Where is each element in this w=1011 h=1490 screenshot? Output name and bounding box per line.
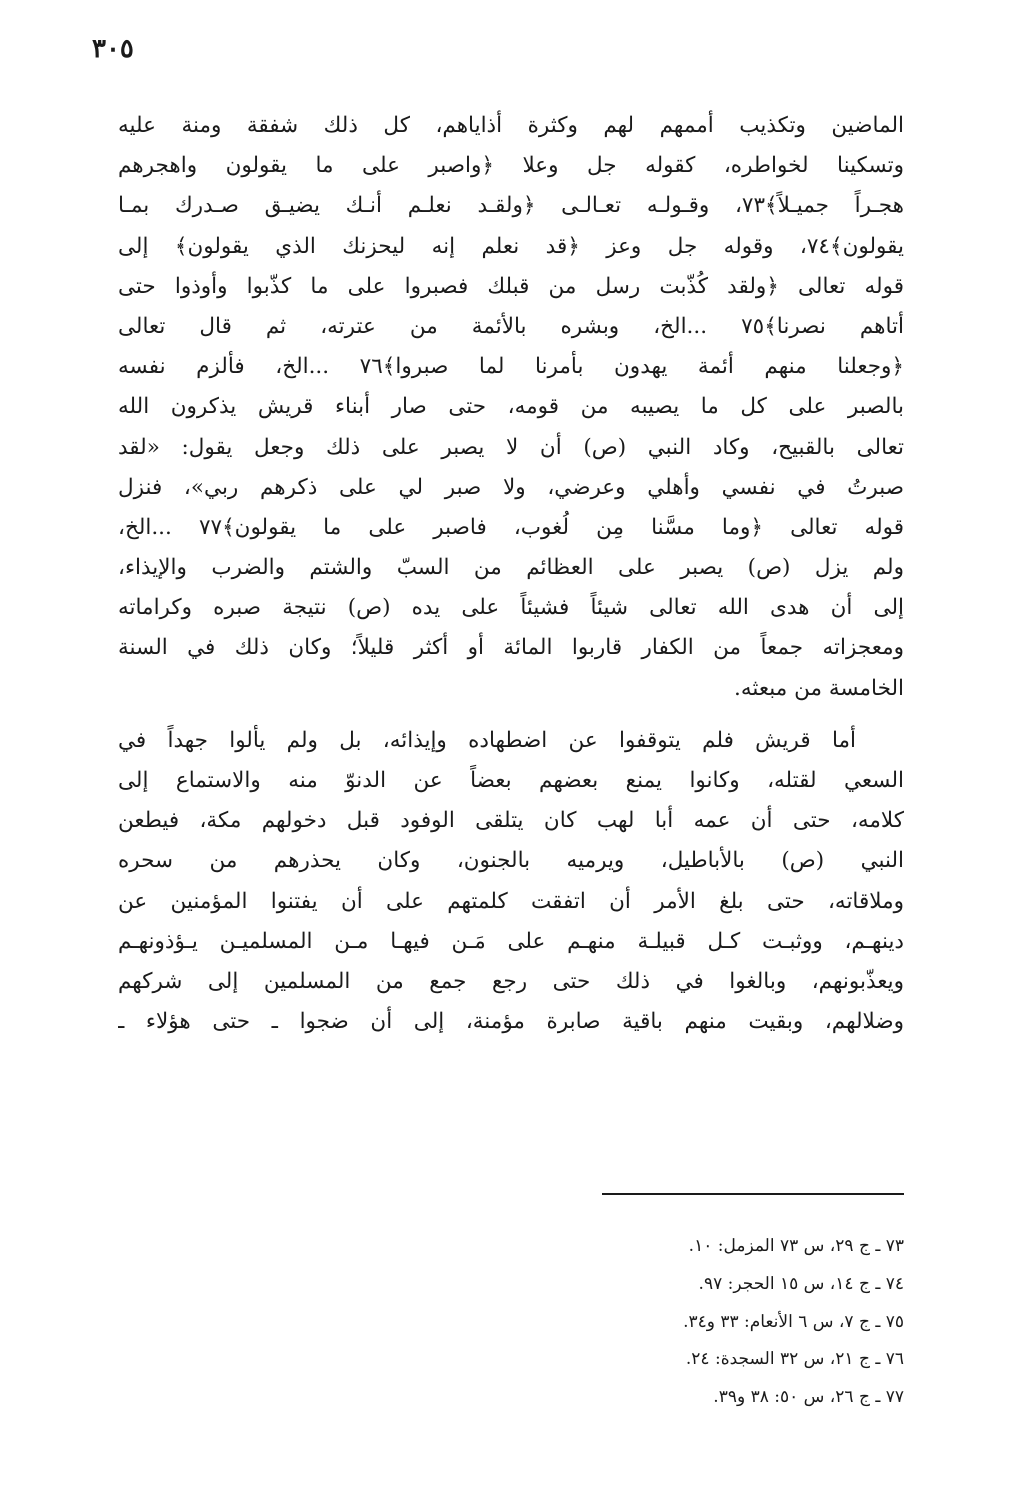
text-line: تعالى بالقبيح، وكاد النبي (ص) أن لا يصبر على ذلك وجعل يقول: «لقد	[118, 434, 904, 460]
text-line: الخامسة من مبعثه.	[734, 675, 904, 701]
text-line: النبي (ص) بالأباطيل، ويرميه بالجنون، وكان يحذرهم من سحره	[118, 848, 904, 874]
text-line: قوله تعالى ﴿وما مسَّنا مِن لُغوب، فاصبر على ما يقولون﴾٧٧ ...الخ،	[118, 514, 904, 540]
text-line: وضلالهم، وبقيت منهم باقية صابرة مؤمنة، إلى أن ضجوا ـ حتى هؤلاء ـ	[118, 1009, 904, 1035]
text-line: ولم يزل (ص) يصبر على العظائم من السبّ والشتم والضرب والإيذاء،	[118, 555, 904, 581]
text-line: صبرتُ في نفسي وأهلي وعرضي، ولا صبر لي على ذكرهم ربي»، فنزل	[118, 474, 904, 500]
text-line: وتسكينا لخواطره، كقوله جل وعلا ﴿واصبر على ما يقولون واهجرهم	[118, 153, 904, 179]
text-line: كلامه، حتى أن عمه أبا لهب كان يتلقى الوفود قبل دخولهم مكة، فيطعن	[118, 808, 904, 834]
text-line: الماضين وتكذيب أممهم لهم وكثرة أذاياهم، كل ذلك شفقة ومنة عليه	[118, 113, 904, 138]
text-line: بالصبر على كل ما يصيبه من قومه، حتى صار أبناء قريش يذكرون الله	[118, 394, 904, 420]
footnote-73: ٧٣ ـ ج ٢٩، س ٧٣ المزمل: ١٠.	[688, 1236, 904, 1256]
main-text	[118, 106, 904, 1042]
paragraph-gap	[118, 709, 904, 721]
text-line: هجـراً جميـلاً﴾٧٣، وقـولـه تعـالـى ﴿ولقـد نعلـم أنـك يضيـق صـدرك بمـا	[118, 193, 904, 219]
text-line: إلى أن هدى الله تعالى شيئاً فشيئاً على يده (ص) نتيجة صبره وكراماته	[118, 595, 904, 621]
footnotes	[560, 1228, 904, 1417]
text-line: أتاهم نصرنا﴾٧٥ ...الخ، وبشره بالأئمة من عترته، ثم قال تعالى	[118, 313, 904, 339]
footnote-75: ٧٥ ـ ج ٧، س ٦ الأنعام: ٣٣ و٣٤.	[683, 1311, 904, 1332]
page-number: ٣٠٥	[92, 34, 134, 64]
paragraph-1	[118, 106, 904, 709]
text-line: قوله تعالى ﴿ولقد كُذّبت رسل من قبلك فصبروا على ما كذّبوا وأوذوا حتى	[118, 273, 904, 299]
text-line: ومعجزاته جمعاً من الكفار قاربوا المائة أو أكثر قليلاً؛ وكان ذلك في السنة	[118, 635, 904, 661]
footnote-76: ٧٦ ـ ج ٢١، س ٣٢ السجدة: ٢٤.	[685, 1349, 904, 1370]
text-line: وملاقاته، حتى بلغ الأمر أن اتفقت كلمتهم على أن يفتنوا المؤمنين عن	[118, 888, 904, 914]
text-line: ﴿وجعلنا منهم أئمة يهدون بأمرنا لما صبروا﴾٧٦ ...الخ، فألزم نفسه	[118, 354, 904, 380]
footnote-divider	[602, 1193, 904, 1195]
text-line: ويعذّبونهم، وبالغوا في ذلك حتى رجع جمع من المسلمين إلى شركهم	[118, 968, 904, 994]
text-line: السعي لقتله، وكانوا يمنع بعضهم بعضاً عن الدنوّ منه والاستماع إلى	[118, 768, 904, 793]
text-line: أما قريش فلم يتوقفوا عن اضطهاده وإيذائه، بل ولم يألوا جهداً في	[118, 727, 856, 753]
footnote-77: ٧٧ ـ ج ٢٦، س ٥٠: ٣٨ و٣٩.	[713, 1387, 904, 1408]
text-line: يقولون﴾٧٤، وقوله جل وعز ﴿قد نعلم إنه ليحزنك الذي يقولون﴾ إلى	[118, 233, 904, 259]
paragraph-2	[118, 721, 904, 1043]
footnote-74: ٧٤ ـ ج ١٤، س ١٥ الحجر: ٩٧.	[698, 1273, 904, 1294]
text-line: دينهـم، ووثبـت كـل قبيلـة منهـم على مَـن فيهـا مـن المسلميـن يـؤذونهـم	[118, 928, 904, 954]
